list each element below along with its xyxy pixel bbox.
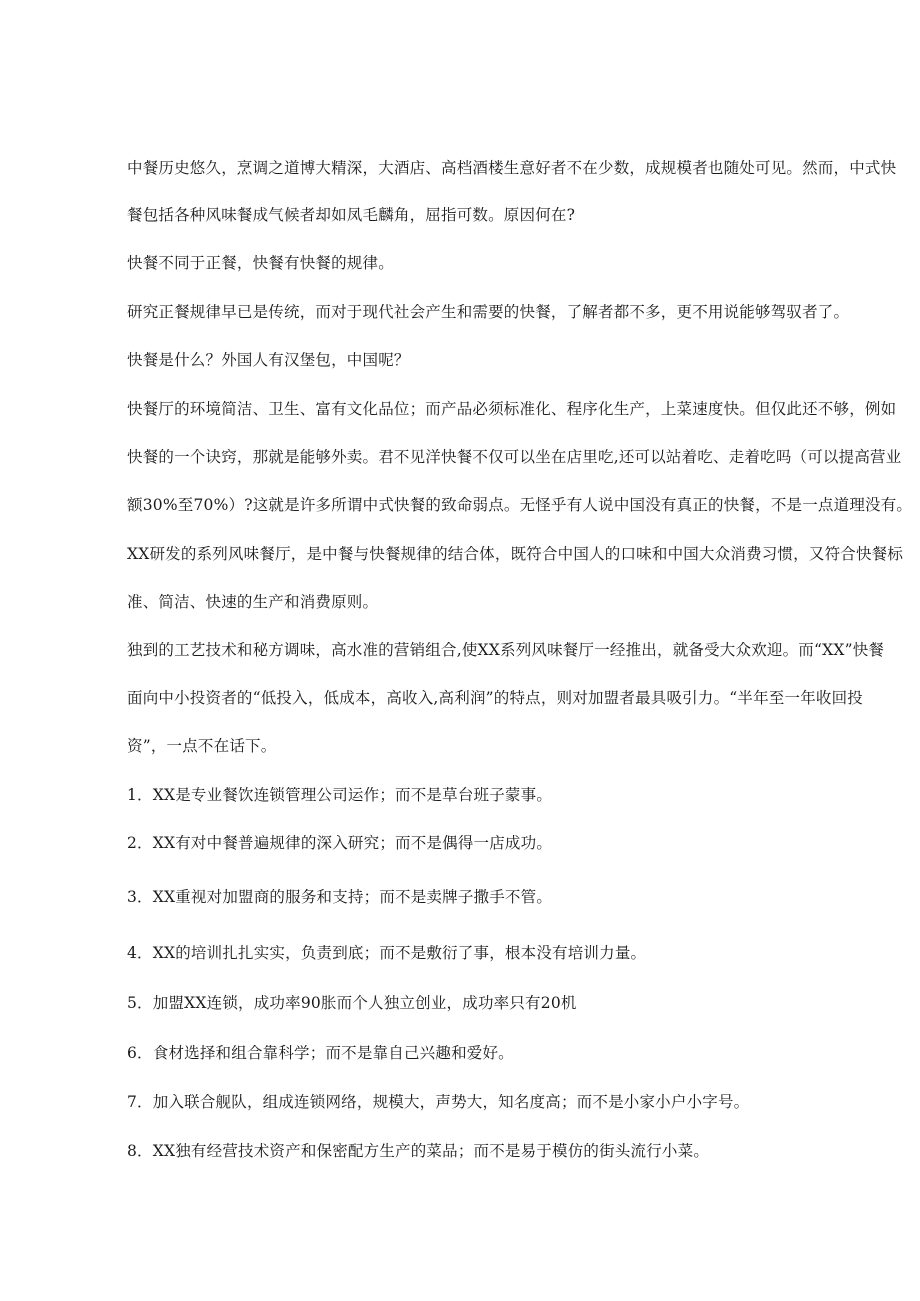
list-item: 1．XX是专业餐饮连锁管理公司运作；而不是草台班子蒙事。 [127, 786, 553, 804]
paragraph-line: 面向中小投资者的“低投入，低成本，高收入,高利润”的特点，则对加盟者最具吸引力。“半年至一年收回投 [127, 689, 864, 707]
paragraph-line: 快餐的一个诀窍，那就是能够外卖。君不见洋快餐不仅可以坐在店里吃,还可以站着吃、走着吃吗（可以提高营业 [127, 448, 902, 466]
paragraph-line: 准、简洁、快速的生产和消费原则。 [127, 593, 379, 611]
list-item: 3．XX重视对加盟商的服务和支持；而不是卖牌子撒手不管。 [127, 888, 553, 906]
list-item: 6．食材选择和组合靠科学；而不是靠自己兴趣和爱好。 [127, 1044, 514, 1062]
paragraph-line: 餐包括各种风味餐成气候者却如凤毛麟角，屈指可数。原因何在? [127, 206, 576, 224]
paragraph-line: XX研发的系列风味餐厅，是中餐与快餐规律的结合体，既符合中国人的口味和中国大众消费习惯，又符合快餐标 [127, 545, 904, 563]
paragraph-line: 快餐厅的环境简洁、卫生、富有文化品位；而产品必须标准化、程序化生产，上菜速度快。但仅此还不够，例如 [127, 400, 897, 418]
paragraph-line: 快餐不同于正餐，快餐有快餐的规律。 [127, 254, 394, 272]
paragraph-line: 额30%至70%）?这就是许多所谓中式快餐的致命弱点。无怪乎有人说中国没有真正的快餐，不是一点道理没有。 [127, 496, 913, 514]
list-item: 4．XX的培训扎扎实实，负责到底；而不是敷衍了事，根本没有培训力量。 [127, 944, 647, 962]
paragraph-line: 研究正餐规律早已是传统，而对于现代社会产生和需要的快餐，了解者都不多，更不用说能够驾驭者了。 [127, 303, 850, 321]
list-item: 7．加入联合舰队，组成连锁网络，规模大，声势大，知名度高；而不是小家小户小字号。 [127, 1093, 750, 1111]
paragraph-line: 独到的工艺技术和秘方调味，高水准的营销组合,使XX系列风味餐厅一经推出，就备受大众欢迎。而“XX”快餐 [127, 641, 885, 659]
list-item: 2．XX有对中餐普遍规律的深入研究；而不是偶得一店成功。 [127, 834, 553, 852]
paragraph-line: 资”，一点不在话下。 [127, 737, 277, 755]
list-item: 8．XX独有经营技术资产和保密配方生产的菜品；而不是易于模仿的街头流行小菜。 [127, 1142, 710, 1160]
list-item: 5．加盟XX连锁，成功率90胀而个人独立创业，成功率只有20机 [127, 994, 577, 1012]
paragraph-line: 中餐历史悠久，烹调之道博大精深，大酒店、高档酒楼生意好者不在少数，成规模者也随处可见。然而，中式快 [127, 159, 897, 177]
paragraph-line: 快餐是什么？外国人有汉堡包，中国呢？ [127, 351, 410, 369]
